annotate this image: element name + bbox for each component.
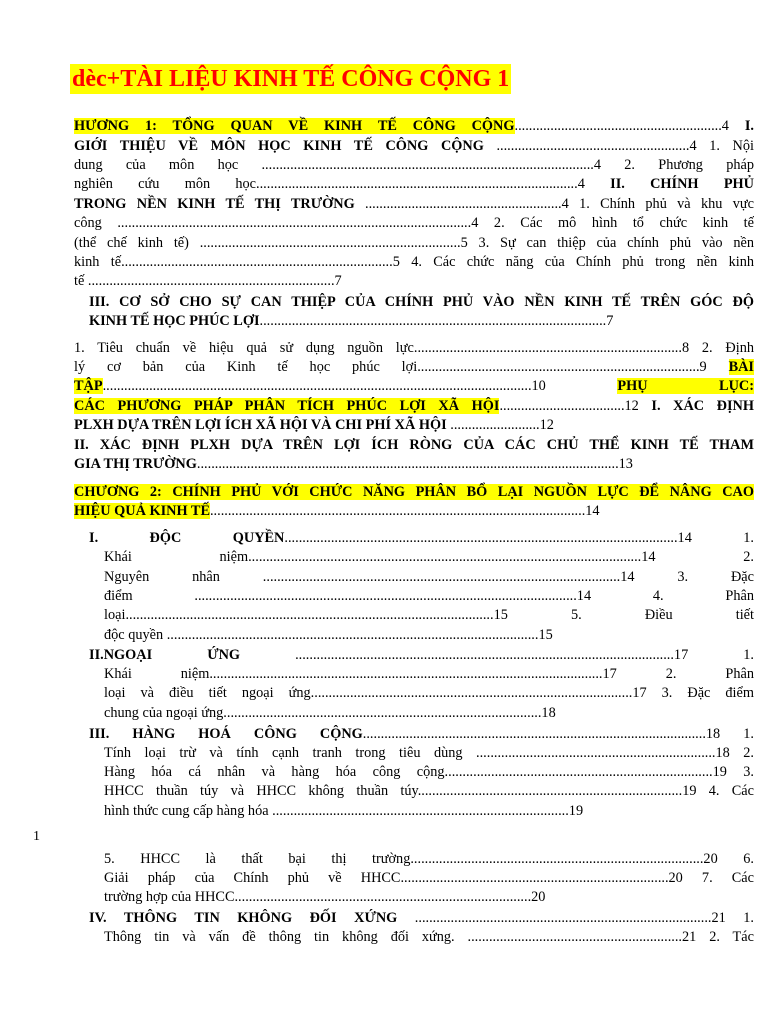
toc-line <box>89 528 754 548</box>
toc-line <box>74 376 754 396</box>
toc-text: GIA THỊ TRƯỜNG <box>74 456 197 472</box>
toc-text: CÁC PHƯƠNG PHÁP PHÂN TÍCH PHÚC LỢI XÃ HỘI <box>74 398 500 414</box>
toc-line <box>74 233 754 253</box>
toc-text: hình thức cung cấp hàng hóa ...................................................................................19 <box>104 803 584 819</box>
toc-line <box>104 664 754 684</box>
toc-text: ........................................................................................................................10 <box>102 378 618 394</box>
toc-text: Khái niệm..............................................................................................................14 2. <box>104 549 754 565</box>
toc-text: .........................................................................................................14 <box>209 503 600 519</box>
toc-text: GIỚI THIỆU VỀ MÔN HỌC KINH TẾ CÔNG CỘNG <box>74 138 484 154</box>
toc-text: tế .....................................................................7 <box>74 273 342 289</box>
toc-line <box>74 271 374 291</box>
toc-text: điểm ...........................................................................................................14 4. Phân <box>104 588 754 604</box>
toc-line <box>104 762 754 782</box>
toc-line <box>104 781 754 801</box>
toc-line <box>89 292 754 312</box>
toc-text: lý cơ bản của Kinh tế học phúc lợi...............................................................................9 <box>74 359 729 375</box>
toc-line <box>74 482 754 502</box>
toc-line <box>74 194 754 214</box>
toc-line <box>74 338 754 358</box>
toc-text: Giải pháp của Chính phủ về HHCC...........................................................................20 7. Các <box>104 870 754 886</box>
toc-text: PHỤ LỤC: <box>617 378 754 394</box>
toc-line <box>104 887 654 907</box>
toc-text: ...................................12 <box>499 398 652 414</box>
toc-line <box>74 116 754 136</box>
toc-line <box>104 586 754 606</box>
toc-line <box>74 415 614 435</box>
toc-line <box>89 724 754 744</box>
toc-text: Hàng hóa cá nhân và hàng hóa công cộng...........................................................................19 3. <box>104 764 754 780</box>
toc-line <box>74 136 754 156</box>
toc-text: HƯƠNG 1: TỔNG QUAN VỀ KINH TẾ CÔNG CỘNG <box>74 118 515 134</box>
toc-text: loại và điều tiết ngoại ứng..........................................................................................17 3. Đặc điểm <box>104 685 754 701</box>
toc-line <box>104 801 654 821</box>
toc-line <box>89 645 754 665</box>
toc-text: TẬP <box>74 378 103 394</box>
toc-text: ..........................................................4 <box>514 118 745 134</box>
toc-text: công ...................................................................................................4 2. Các mô hình tổ chức kinh tế <box>74 215 754 231</box>
toc-text: .................................................................................................7 <box>259 313 614 329</box>
toc-text: 1. Tiêu chuẩn về hiệu quả sử dụng nguồn lực...........................................................................8 2. Định <box>74 340 754 356</box>
toc-text: (thể chế kinh tế) .........................................................................5 3. Sự can thiệp của chính phủ vào nền <box>74 235 754 251</box>
toc-text: loại.......................................................................................................15 5. Điều tiết <box>104 607 754 623</box>
toc-text: Tính loại trừ và tính cạnh tranh trong tiêu dùng ...................................................................18 2. <box>104 745 754 761</box>
toc-text: dung của môn học .............................................................................................4 2. Phương pháp <box>74 157 754 173</box>
toc-text: ..............................................................................................................14 1. <box>284 530 754 546</box>
document-title: dèc+TÀI LIỆU KINH TẾ CÔNG CỘNG 1 <box>72 66 510 92</box>
toc-line <box>74 501 654 521</box>
page-number: 1 <box>33 829 40 844</box>
toc-text: HHCC thuần túy và HHCC không thuần túy..........................................................................19 4. Các <box>104 783 754 799</box>
toc-line <box>104 567 754 587</box>
toc-line <box>104 743 754 763</box>
toc-text: ......................................................4 1. Nội <box>483 138 754 154</box>
toc-text: ................................................................................................18 1. <box>362 726 754 742</box>
toc-text: chung của ngoại ứng.........................................................................................18 <box>104 705 556 721</box>
toc-line <box>89 311 669 331</box>
toc-line <box>74 435 754 455</box>
toc-text: trường hợp của HHCC...................................................................................20 <box>104 889 546 905</box>
toc-text: II.NGOẠI ỨNG <box>89 647 241 663</box>
toc-text: ......................................................................................................................13 <box>196 456 633 472</box>
toc-line <box>104 605 754 625</box>
toc-text: .........................12 <box>446 417 554 433</box>
toc-text: ..........................................................................................................17 1. <box>240 647 754 663</box>
toc-text: 5. HHCC là thất bại thị trường..................................................................................20 6. <box>104 851 754 867</box>
toc-text: I. XÁC ĐỊNH <box>651 398 754 414</box>
toc-text: ...................................................................................21 1. <box>397 910 754 926</box>
toc-text: Thông tin và vấn đề thông tin không đối xứng. ............................................................21 2. Tác <box>104 929 754 945</box>
toc-text: CHƯƠNG 2: CHÍNH PHỦ VỚI CHỨC NĂNG PHÂN BỔ LẠI NGUỒN LỰC ĐỂ NÂNG CAO <box>74 484 754 500</box>
toc-text: PLXH DỰA TRÊN LỢI ÍCH XÃ HỘI VÀ CHI PHÍ XÃ HỘI <box>74 417 447 433</box>
toc-line <box>104 927 754 947</box>
toc-line <box>74 252 754 272</box>
toc-text: BÀI <box>728 359 754 375</box>
toc-text: độc quyền ........................................................................................................15 <box>104 627 553 643</box>
toc-line <box>74 155 754 175</box>
toc-line <box>104 683 754 703</box>
toc-text: KINH TẾ HỌC PHÚC LỢI <box>89 313 260 329</box>
toc-text: II. XÁC ĐỊNH PLXH DỰA TRÊN LỢI ÍCH RÒNG CỦA CÁC CHỦ THỂ KINH TẾ THAM <box>74 437 754 453</box>
toc-text: II. CHÍNH PHỦ <box>610 176 754 192</box>
toc-text: IV. THÔNG TIN KHÔNG ĐỐI XỨNG <box>89 910 398 926</box>
toc-text: I. ĐỘC QUYỀN <box>89 530 285 546</box>
toc-line <box>74 396 754 416</box>
toc-line <box>104 703 624 723</box>
toc-line <box>74 174 754 194</box>
toc-text: III. CƠ SỞ CHO SỰ CAN THIỆP CỦA CHÍNH PHỦ VÀO NỀN KINH TẾ TRÊN GÓC ĐỘ <box>89 294 754 310</box>
toc-line <box>104 849 754 869</box>
toc-text: Nguyên nhân ....................................................................................................14 3. Đặc <box>104 569 754 585</box>
toc-line <box>74 357 754 377</box>
toc-line <box>104 868 754 888</box>
toc-text: TRONG NỀN KINH TẾ THỊ TRƯỜNG <box>74 196 355 212</box>
toc-line <box>74 213 754 233</box>
toc-line <box>104 547 754 567</box>
toc-line <box>89 908 754 928</box>
toc-line <box>74 454 704 474</box>
toc-text: HIỆU QUẢ KINH TẾ <box>74 503 210 519</box>
toc-text: I. <box>744 118 754 134</box>
toc-line <box>104 625 644 645</box>
toc-text: .......................................................4 1. Chính phủ và khu vực <box>354 196 754 212</box>
toc-text: kinh tế............................................................................5 4. Các chức năng của Chính phủ trong nền kinh <box>74 254 754 270</box>
toc-text: nghiên cứu môn học..........................................................................................4 <box>74 176 611 192</box>
toc-text: Khái niệm..............................................................................................................17 2. Phân <box>104 666 754 682</box>
toc-text: III. HÀNG HOÁ CÔNG CỘNG <box>89 726 363 742</box>
